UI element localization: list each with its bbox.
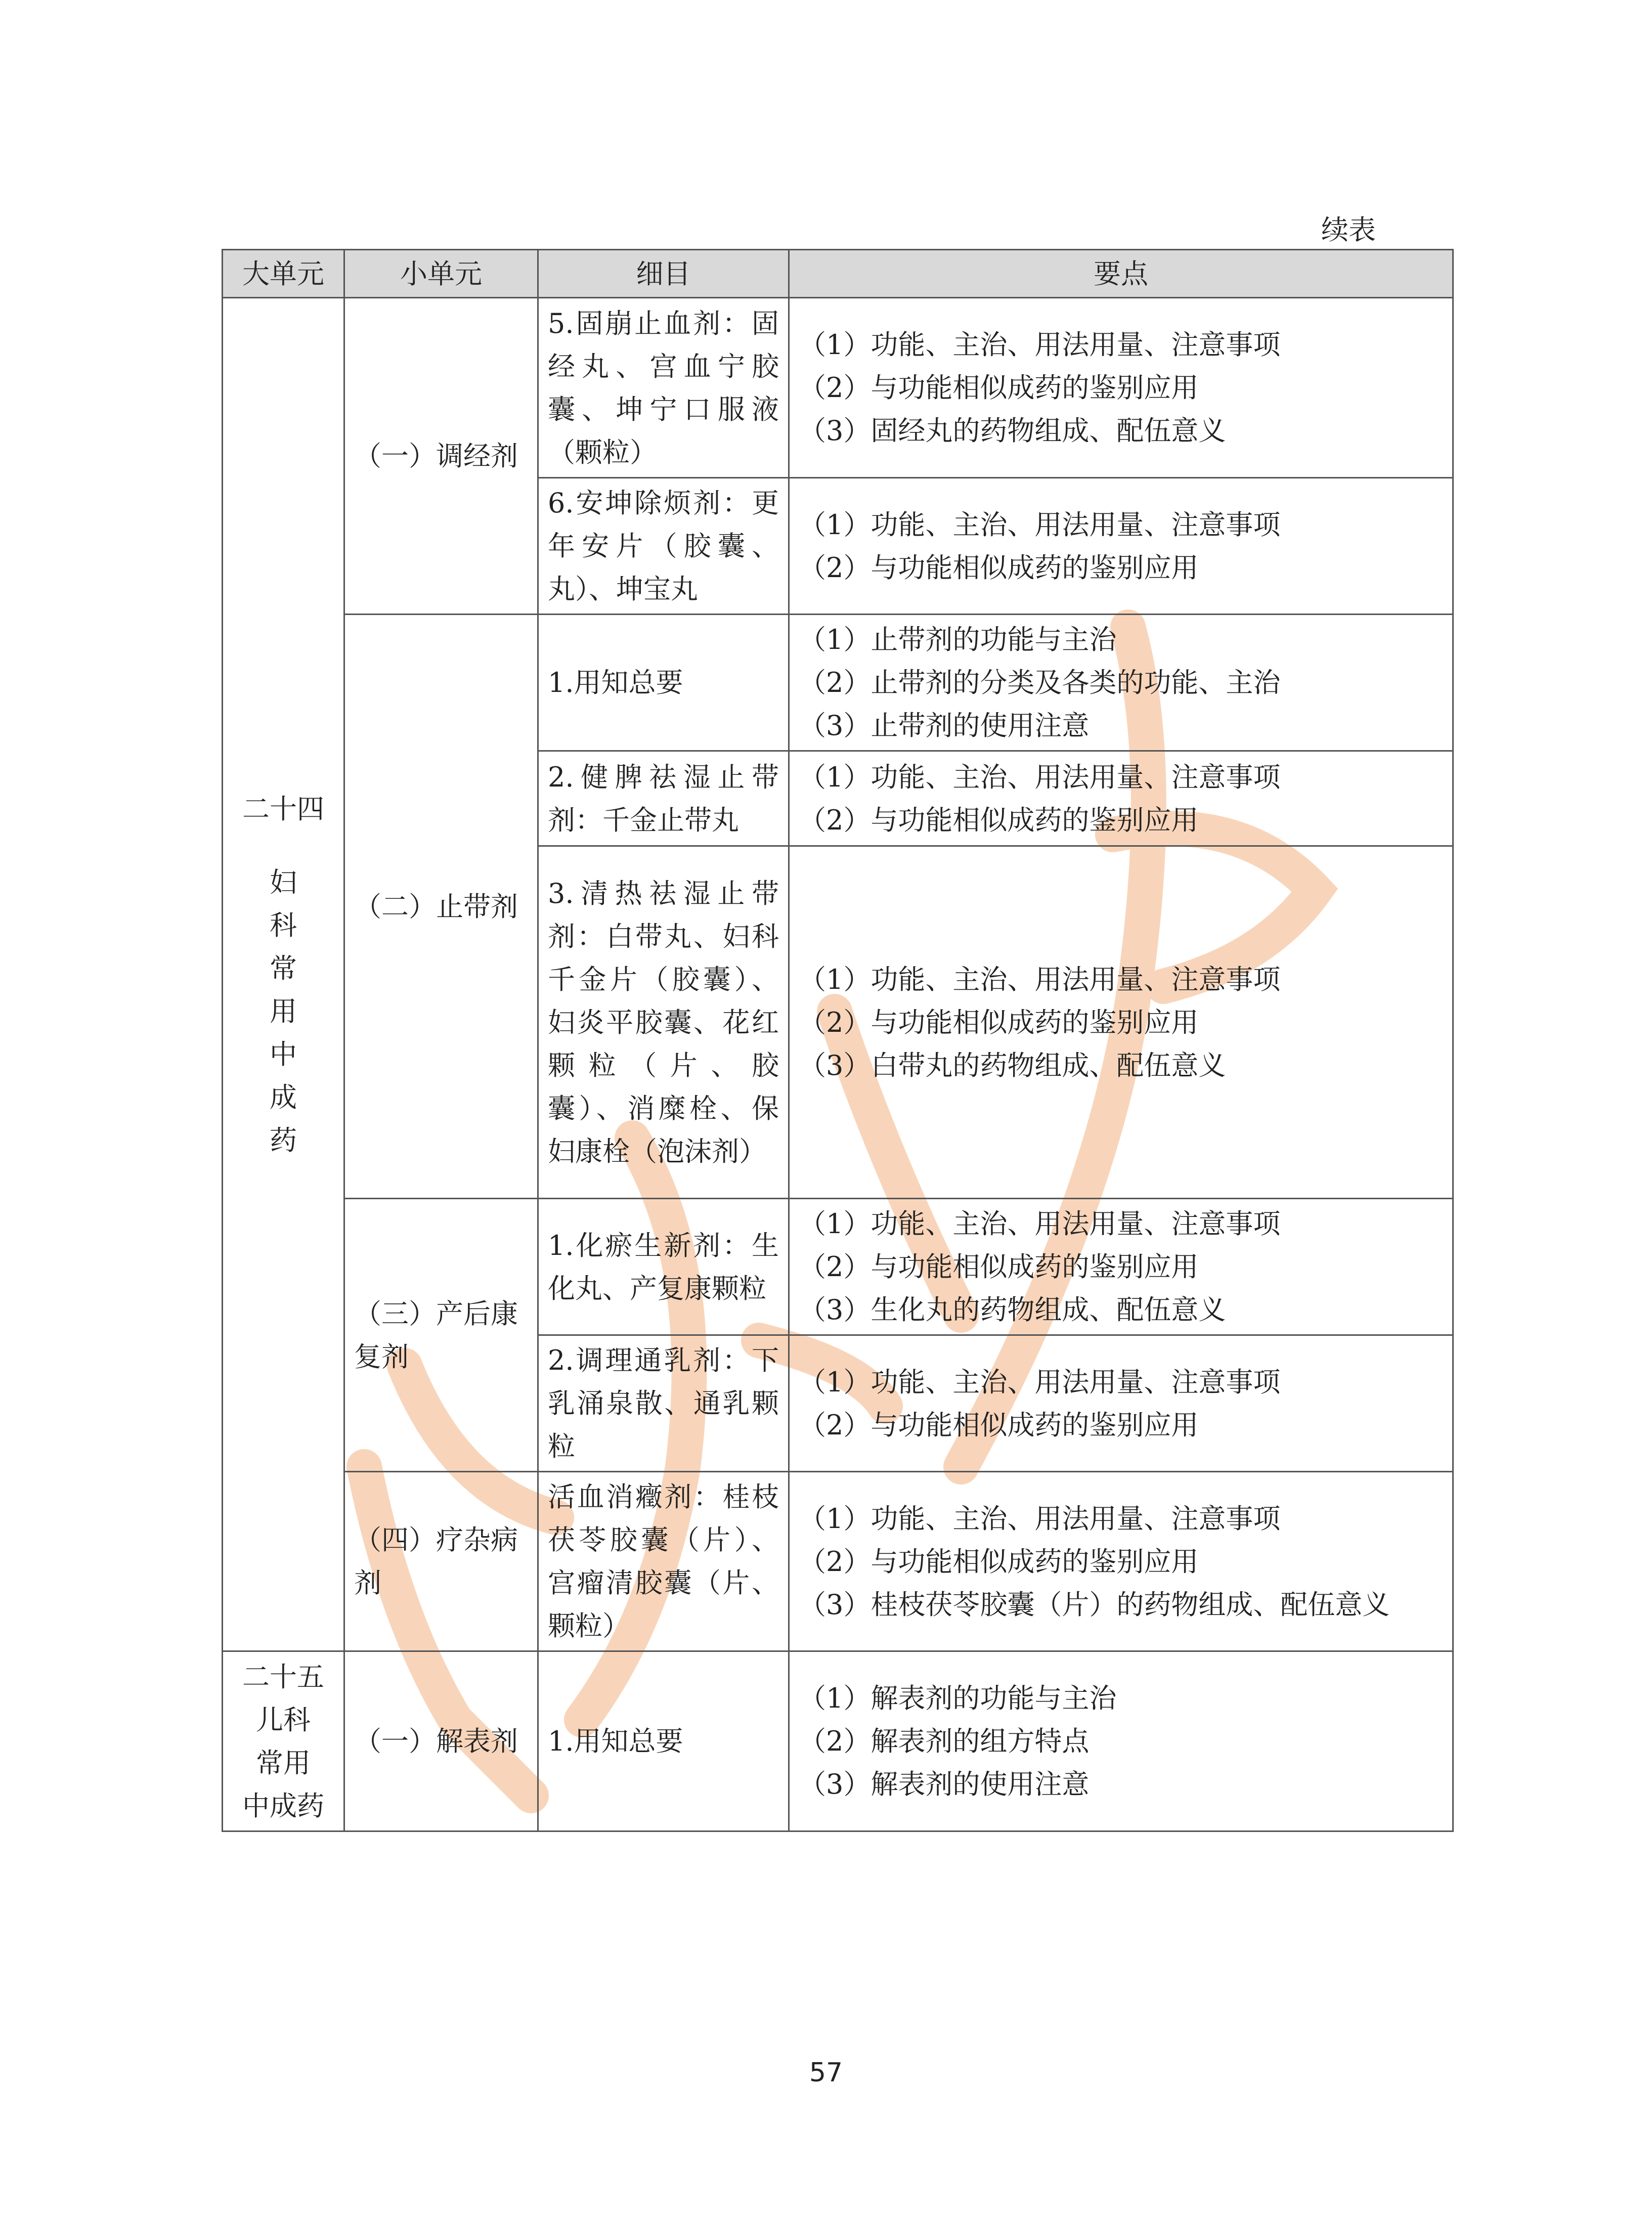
table-row <box>223 1651 1453 1831</box>
header-major-unit: 大单元 <box>223 250 344 298</box>
point-line: （1）功能、主治、用法用量、注意事项 <box>799 329 1281 361</box>
point-line: （1）功能、主治、用法用量、注意事项 <box>799 508 1281 541</box>
minor-unit-chanhou: （三）产后康复剂 <box>344 1199 538 1472</box>
points-cell <box>789 751 1453 846</box>
points-cell <box>789 1199 1453 1335</box>
detail-cell: 2.调理通乳剂：下乳涌泉散、通乳颗粒 <box>538 1335 789 1472</box>
table-row <box>223 298 1453 478</box>
major-unit-24-number: 二十四 <box>242 793 324 825</box>
minor-unit-zabing: （四）疗杂病剂 <box>344 1472 538 1651</box>
point-line: （1）功能、主治、用法用量、注意事项 <box>799 963 1281 995</box>
point-line: （2）与功能相似成药的鉴别应用 <box>799 804 1199 836</box>
point-line: （3）固经丸的药物组成、配伍意义 <box>799 415 1226 447</box>
point-line: （2）与功能相似成药的鉴别应用 <box>799 372 1199 404</box>
page-number: 57 <box>809 2058 843 2088</box>
major-unit-25 <box>223 1651 344 1831</box>
continued-table-label: 续表 <box>1321 214 1376 246</box>
detail-cell: 活血消癥剂：桂枝茯苓胶囊（片）、宫瘤清胶囊（片、颗粒） <box>538 1472 789 1651</box>
detail-cell: 2.健脾祛湿止带剂：千金止带丸 <box>538 751 789 846</box>
major-unit-25-line: 儿科 <box>256 1704 311 1736</box>
point-line: （1）功能、主治、用法用量、注意事项 <box>799 761 1281 793</box>
points-cell <box>789 1335 1453 1472</box>
point-line: （2）与功能相似成药的鉴别应用 <box>799 1251 1199 1283</box>
points-cell <box>789 1472 1453 1651</box>
major-unit-25-line: 中成药 <box>242 1790 324 1822</box>
detail-cell: 1.用知总要 <box>538 1651 789 1831</box>
minor-unit-jiebiao: （一）解表剂 <box>344 1651 538 1831</box>
point-line: （3）生化丸的药物组成、配伍意义 <box>799 1294 1226 1326</box>
major-unit-25-line: 常用 <box>256 1747 311 1779</box>
point-line: （1）功能、主治、用法用量、注意事项 <box>799 1366 1281 1398</box>
point-line: （1）功能、主治、用法用量、注意事项 <box>799 1208 1281 1240</box>
point-line: （3）桂枝茯苓胶囊（片）的药物组成、配伍意义 <box>799 1588 1390 1621</box>
point-line: （1）解表剂的功能与主治 <box>799 1682 1117 1714</box>
points-cell <box>789 478 1453 615</box>
minor-unit-zhidai: （二）止带剂 <box>344 615 538 1199</box>
points-cell <box>789 298 1453 478</box>
minor-unit-tiaojing: （一）调经剂 <box>344 298 538 615</box>
detail-cell: 3.清热祛湿止带剂：白带丸、妇科千金片（胶囊）、妇炎平胶囊、花红颗粒（片、胶囊）、消糜栓、保妇康栓（泡沫剂） <box>538 846 789 1199</box>
detail-cell: 6.安坤除烦剂：更年安片（胶囊、丸）、坤宝丸 <box>538 478 789 615</box>
point-line: （2）与功能相似成药的鉴别应用 <box>799 1006 1199 1038</box>
table-row <box>223 1199 1453 1335</box>
major-unit-24-name: 妇科常用中成药 <box>270 866 297 1156</box>
point-line: （2）止带剂的分类及各类的功能、主治 <box>799 667 1281 699</box>
syllabus-table <box>222 249 1454 1832</box>
major-unit-25-line: 二十五 <box>242 1661 324 1693</box>
point-line: （2）解表剂的组方特点 <box>799 1725 1090 1757</box>
header-key-points: 要点 <box>789 250 1453 298</box>
point-line: （3）白带丸的药物组成、配伍意义 <box>799 1049 1226 1081</box>
detail-cell: 1.用知总要 <box>538 615 789 751</box>
table-row <box>223 615 1453 751</box>
major-unit-24 <box>223 298 344 1651</box>
point-line: （1）功能、主治、用法用量、注意事项 <box>799 1502 1281 1535</box>
point-line: （1）止带剂的功能与主治 <box>799 624 1117 656</box>
points-cell <box>789 1651 1453 1831</box>
header-minor-unit: 小单元 <box>344 250 538 298</box>
detail-cell: 1.化瘀生新剂：生化丸、产复康颗粒 <box>538 1199 789 1335</box>
point-line: （2）与功能相似成药的鉴别应用 <box>799 1545 1199 1578</box>
point-line: （2）与功能相似成药的鉴别应用 <box>799 551 1199 584</box>
header-detail: 细目 <box>538 250 789 298</box>
points-cell <box>789 846 1453 1199</box>
points-cell <box>789 615 1453 751</box>
table-row <box>223 1472 1453 1651</box>
point-line: （2）与功能相似成药的鉴别应用 <box>799 1409 1199 1441</box>
point-line: （3）止带剂的使用注意 <box>799 710 1090 741</box>
point-line: （3）解表剂的使用注意 <box>799 1768 1090 1800</box>
table-header-row <box>223 250 1453 298</box>
detail-cell: 5.固崩止血剂：固经丸、宫血宁胶囊、坤宁口服液（颗粒） <box>538 298 789 478</box>
